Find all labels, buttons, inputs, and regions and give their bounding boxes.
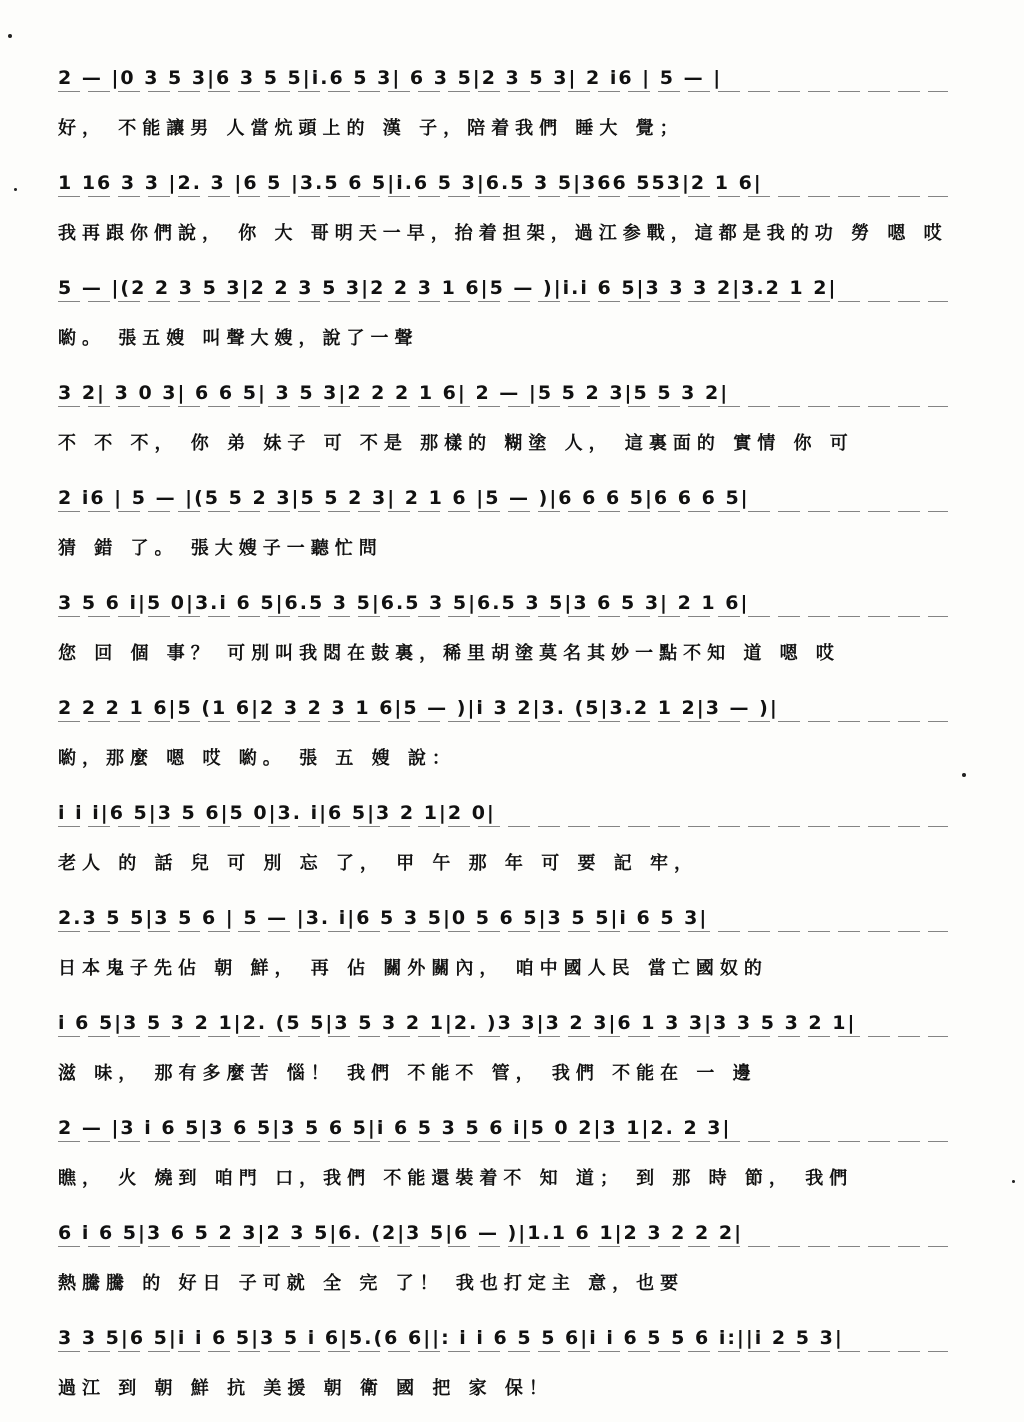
lyrics-line: 老人 的 話 兒 可 別 忘 了， 甲 午 那 年 可 要 記 牢， <box>58 853 698 874</box>
notation-line: 3 3 5|6 5|i i 6 5|3 5 i 6|5.(6 6||: i i 6 5 5 6|i i 6 5 5 6 i:||i 2 5 3| <box>58 1316 948 1360</box>
score-system <box>58 896 948 1000</box>
score-system <box>58 581 948 685</box>
score-system <box>58 371 948 475</box>
score-system <box>58 686 948 790</box>
notation-line: 2 — |0 3 5 3|6 3 5 5|i.6 5 3| 6 3 5|2 3 5 3| 2 i6 | 5 — | <box>58 56 948 100</box>
lyrics-line: 滋 味， 那有多麼苦 惱！ 我們 不能不 管， 我們 不能在 一 邊 <box>58 1063 757 1084</box>
lyrics-line: 我再跟你們說， 你 大 哥明天一早，抬着担架，過江参戰，這都是我的功 勞 嗯 哎 <box>58 223 948 244</box>
lyrics-line: 猜 錯 了。 張大嫂子一聽忙問 <box>58 538 383 559</box>
notation-line: 1 16 3 3 |2. 3 |6 5 |3.5 6 5|i.6 5 3|6.5 3 5|366 553|2 1 6| <box>58 161 948 205</box>
notation-line: i 6 5|3 5 3 2 1|2. (5 5|3 5 3 2 1|2. )3 3|3 2 3|6 1 3 3|3 3 5 3 2 1| <box>58 1001 948 1045</box>
lyrics-line: 好， 不能讓男 人當炕頭上的 漢 子，陪着我們 睡大 覺； <box>58 118 684 139</box>
score-system <box>58 1211 948 1315</box>
notation-line: 3 2| 3 0 3| 6 6 5| 3 5 3|2 2 2 1 6| 2 — |5 5 2 3|5 5 3 2| <box>58 371 948 415</box>
score-system <box>58 1106 948 1210</box>
score-system <box>58 1316 948 1420</box>
lyrics-line: 不 不 不， 你 弟 妹子 可 不是 那樣的 糊塗 人， 這裏面的 實情 你 可 <box>58 433 854 454</box>
lyrics-line: 瞧， 火 燒到 咱門 口，我們 不能還裝着不 知 道； 到 那 時 節， 我們 <box>58 1168 854 1189</box>
lyrics-line: 喲。 張五嫂 叫聲大嫂，說了一聲 <box>58 328 419 349</box>
lyrics-line: 您 回 個 事？ 可別叫我悶在鼓裏，稀里胡塗莫名其妙一點不知 道 嗯 哎 <box>58 643 840 664</box>
lyrics-line: 日本鬼子先佔 朝 鮮， 再 佔 關外關內， 咱中國人民 當亡國奴的 <box>58 958 768 979</box>
score-system <box>58 1001 948 1105</box>
print-speck <box>962 773 966 777</box>
lyrics-line: 過江 到 朝 鮮 抗 美援 朝 衛 國 把 家 保！ <box>58 1378 553 1399</box>
lyrics-line: 喲，那麼 嗯 哎 喲。 張 五 嫂 說： <box>58 748 456 769</box>
score-system <box>58 791 948 895</box>
score-system <box>58 56 948 160</box>
score-system <box>58 161 948 265</box>
notation-line: 3 5 6 i|5 0|3.i 6 5|6.5 3 5|6.5 3 5|6.5 3 5|3 6 5 3| 2 1 6| <box>58 581 948 625</box>
notation-line: 2 2 2 1 6|5 (1 6|2 3 2 3 1 6|5 — )|i 3 2|3. (5|3.2 1 2|3 — )| <box>58 686 948 730</box>
notation-line: 2 i6 | 5 — |(5 5 2 3|5 5 2 3| 2 1 6 |5 — )|6 6 6 5|6 6 6 5| <box>58 476 948 520</box>
notation-line: 2.3 5 5|3 5 6 | 5 — |3. i|6 5 3 5|0 5 6 5|3 5 5|i 6 5 3| <box>58 896 948 940</box>
notation-line: i i i|6 5|3 5 6|5 0|3. i|6 5|3 2 1|2 0| <box>58 791 948 835</box>
print-speck <box>1012 1180 1015 1183</box>
notation-line: 6 i 6 5|3 6 5 2 3|2 3 5|6. (2|3 5|6 — )|1.1 6 1|2 3 2 2 2| <box>58 1211 948 1255</box>
notation-line: 2 — |3 i 6 5|3 6 5|3 5 6 5|i 6 5 3 5 6 i|5 0 2|3 1|2. 2 3| <box>58 1106 948 1150</box>
print-speck <box>8 34 12 38</box>
score-system <box>58 266 948 370</box>
score-system <box>58 476 948 580</box>
print-speck <box>14 188 17 191</box>
lyrics-line: 熱騰騰 的 好日 子可就 全 完 了！ 我也打定主 意，也要 <box>58 1273 685 1294</box>
notation-line: 5 — |(2 2 3 5 3|2 2 3 5 3|2 2 3 1 6|5 — )|i.i 6 5|3 3 3 2|3.2 1 2| <box>58 266 948 310</box>
